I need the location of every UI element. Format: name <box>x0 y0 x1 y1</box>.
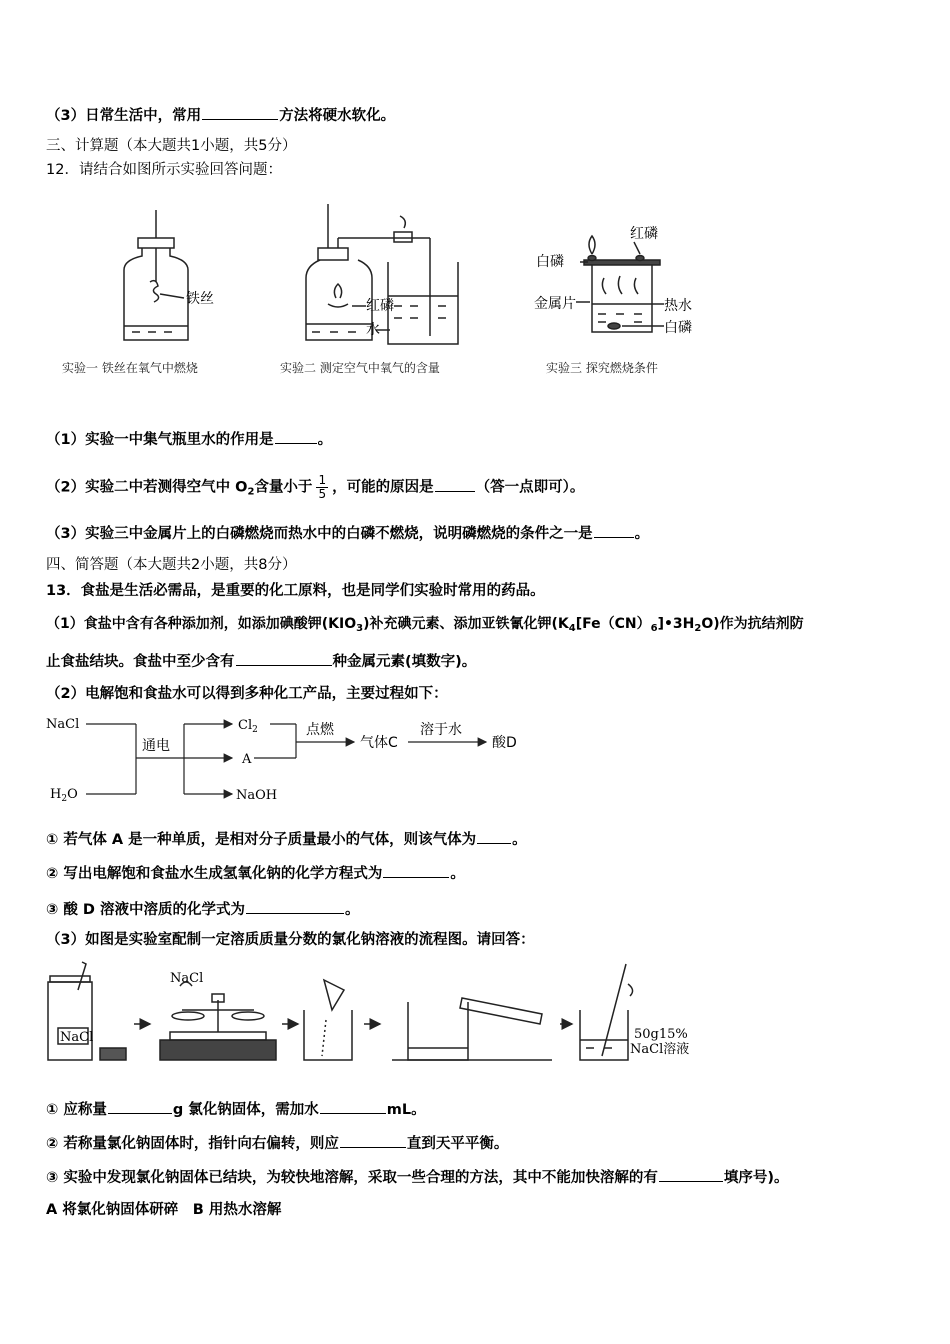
denominator: 5 <box>318 487 327 501</box>
text: 12．请结合如图所示实验回答问题： <box>46 162 282 178</box>
text: 13．食盐是生活必需品，是重要的化工原料，也是同学们实验时常用的药品。 <box>46 583 545 599</box>
text: ③ 实验中发现氯化钠固体已结块，为较快地溶解，采取一些合理的方法，其中不能加快溶解的有 <box>46 1170 658 1186</box>
answer-blank[interactable] <box>108 1098 172 1114</box>
nacl-label: NaCl <box>46 717 80 732</box>
answer-blank[interactable] <box>202 104 278 120</box>
text: 填序号)。 <box>723 1170 789 1186</box>
q12-2 <box>46 474 584 501</box>
text: 。 <box>634 526 650 542</box>
answer-blank[interactable] <box>320 1098 386 1114</box>
text: ③ 酸 D 溶液中溶质的化学式为 <box>46 902 245 918</box>
text: [Fe（CN） <box>575 616 651 632</box>
q13-2-1 <box>46 828 527 850</box>
electrolysis-flow-diagram <box>44 712 544 807</box>
nacl-balance-label: NaCl <box>170 971 204 986</box>
subscript: 3 <box>356 623 364 634</box>
subscript: 4 <box>568 623 576 634</box>
subscript: 2 <box>252 725 258 735</box>
text: ① 应称量 <box>46 1102 107 1118</box>
question-12 <box>46 160 282 180</box>
experiment-2-apparatus <box>306 204 458 344</box>
text: ① 若气体 A 是一种单质，是相对分子质量最小的气体，则该气体为 <box>46 832 477 848</box>
solution-preparation-figure <box>42 960 702 1070</box>
answer-blank[interactable] <box>383 862 449 878</box>
answer-blank[interactable] <box>435 476 475 492</box>
solution-label-2: NaCl溶液 <box>630 1042 690 1057</box>
white-phosphorus-label: 白磷 <box>536 254 564 270</box>
q13-1-line1 <box>46 614 804 634</box>
subscript: 2 <box>61 794 68 804</box>
q13-3-1 <box>46 1098 426 1120</box>
text: O <box>67 787 78 802</box>
dissolve-label: 溶于水 <box>420 722 462 738</box>
white-phosphorus-label-2: 白磷 <box>664 320 692 336</box>
q11-3 <box>46 104 395 126</box>
text: )补充碘元素、添加亚铁氰化钾(K <box>363 616 569 632</box>
beaker-with-salt <box>304 980 352 1060</box>
caption-experiment-2: 实验二 测定空气中氧气的含量 <box>280 361 440 375</box>
gas-c-label: 气体C <box>360 735 398 751</box>
ignite-label: 点燃 <box>306 722 334 738</box>
answer-blank[interactable] <box>340 1132 406 1148</box>
q13-3-2 <box>46 1132 508 1154</box>
question-13 <box>46 581 545 601</box>
answer-blank[interactable] <box>659 1166 723 1182</box>
subscript: 2 <box>247 486 255 498</box>
pour-water <box>392 998 552 1060</box>
text: （1）实验一中集气瓶里水的作用是 <box>46 432 274 448</box>
text: 三、计算题（本大题共1小题，共5分） <box>46 138 297 154</box>
text: O)作为抗结剂防 <box>701 616 804 632</box>
subscript: 6 <box>650 623 658 634</box>
balance <box>160 982 276 1060</box>
text: H <box>50 787 62 802</box>
text: 。 <box>344 902 360 918</box>
text: 直到天平平衡。 <box>406 1136 509 1152</box>
experiment-3-apparatus <box>576 236 664 332</box>
text: （答一点即可）。 <box>475 479 585 496</box>
text: ② 写出电解饱和食盐水生成氢氧化钠的化学方程式为 <box>46 866 383 882</box>
caption-experiment-1: 实验一 铁丝在氧气中燃烧 <box>62 361 198 375</box>
q13-3 <box>46 930 535 950</box>
text: （3）如图是实验室配制一定溶质质量分数的氯化钠溶液的流程图。请回答： <box>46 932 535 948</box>
reagent-bottle <box>48 962 126 1060</box>
iron-wire-label: 铁丝 <box>186 291 214 307</box>
text: 。 <box>512 832 527 848</box>
text: ]•3H <box>657 616 695 632</box>
q12-3 <box>46 522 649 544</box>
red-phosphorus-label-3: 红磷 <box>630 226 658 242</box>
acid-d-label: 酸D <box>492 735 517 751</box>
metal-plate-label: 金属片 <box>534 296 576 312</box>
figure-12-experiments <box>60 198 700 383</box>
text: 四、简答题（本大题共2小题，共8分） <box>46 557 297 573</box>
text: 含量小于 <box>254 479 313 496</box>
q13-2-3 <box>46 898 359 920</box>
text: 止食盐结块。食盐中至少含有 <box>46 654 235 670</box>
naoh-label: NaOH <box>236 788 278 803</box>
solution-label-1: 50g15% <box>634 1027 688 1042</box>
electrolysis-label: 通电 <box>142 738 170 754</box>
q13-2 <box>46 684 448 704</box>
text: （2）实验二中若测得空气中 O <box>46 479 248 496</box>
q13-3-3 <box>46 1166 788 1188</box>
answer-blank[interactable] <box>246 898 344 914</box>
experiment-1-apparatus <box>124 210 188 340</box>
answer-blank[interactable] <box>236 650 332 666</box>
section-3-heading <box>46 136 296 156</box>
subscript: 2 <box>694 623 702 634</box>
q12-1 <box>46 428 332 450</box>
gas-a-label: A <box>242 752 252 767</box>
caption-experiment-3: 实验三 探究燃烧条件 <box>546 361 658 375</box>
text: Cl <box>238 718 253 733</box>
text: （3）日常生活中，常用 <box>46 108 202 124</box>
text: （3）实验三中金属片上的白磷燃烧而热水中的白磷不燃烧，说明磷燃烧的条件之一是 <box>46 526 593 542</box>
cl2-label <box>238 718 258 735</box>
red-phosphorus-label: 红磷 <box>366 298 394 314</box>
nacl-bottle-label: NaCl <box>60 1030 94 1045</box>
q13-1-line2 <box>46 650 476 672</box>
final-beaker <box>580 964 633 1060</box>
answer-blank[interactable] <box>594 522 634 538</box>
text: 方法将硬水软化。 <box>279 108 396 124</box>
text: （1）食盐中含有各种添加剂，如添加碘酸钾(KIO <box>46 616 357 632</box>
text: g 氯化钠固体，需加水 <box>172 1102 319 1118</box>
water-label: 水 <box>366 322 380 338</box>
section-4-heading <box>46 555 296 575</box>
numerator: 1 <box>318 473 327 487</box>
h2o-label <box>50 787 78 804</box>
text: 。 <box>450 866 465 882</box>
text: （2）电解饱和食盐水可以得到多种化工产品，主要过程如下： <box>46 686 448 702</box>
text: ，可能的原因是 <box>332 479 434 496</box>
fraction <box>316 474 328 501</box>
q13-options <box>46 1200 281 1220</box>
q13-2-2 <box>46 862 465 884</box>
text: A 将氯化钠固体研碎 B 用热水溶解 <box>46 1202 282 1218</box>
text: 种金属元素(填数字)。 <box>332 654 477 670</box>
answer-blank[interactable] <box>477 828 511 844</box>
answer-blank[interactable] <box>275 428 317 444</box>
hot-water-label: 热水 <box>664 298 692 314</box>
text: mL。 <box>386 1102 426 1118</box>
text: 。 <box>317 432 333 448</box>
text: ② 若称量氯化钠固体时，指针向右偏转，则应 <box>46 1136 339 1152</box>
